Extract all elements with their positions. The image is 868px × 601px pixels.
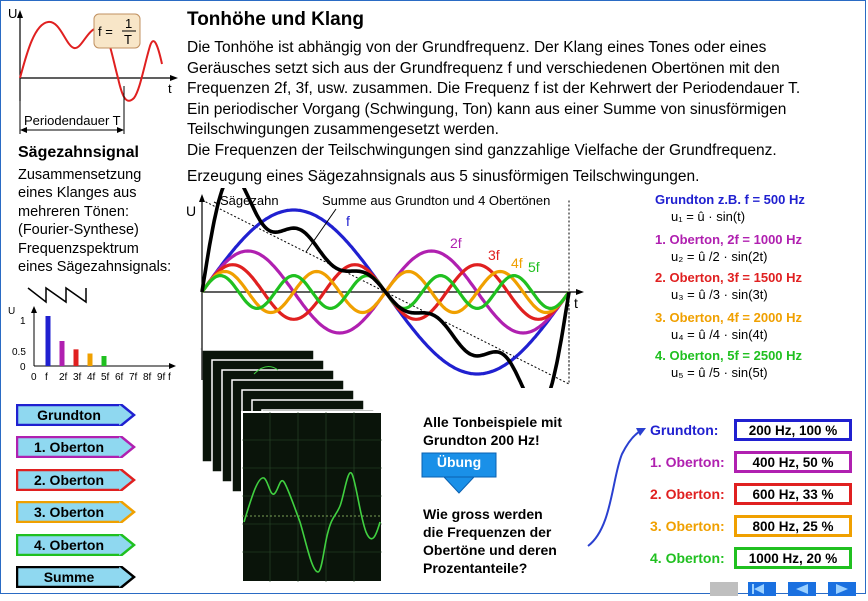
period-diagram: [8, 6, 183, 142]
sawtooth-icon: [26, 284, 94, 306]
formula-numerator: 1: [125, 16, 133, 31]
label-f: f: [346, 213, 350, 229]
saege-line: mehreren Tönen:: [18, 203, 129, 220]
spectrum-x-label: 2f: [59, 372, 68, 383]
question-text: [423, 505, 583, 577]
spectrum-x-label: 3f: [73, 372, 82, 383]
nav-disabled-button[interactable]: [710, 582, 738, 596]
y-tick-05: 0.5: [12, 347, 26, 358]
spectrum-bar-2f: [60, 341, 65, 366]
component-button-4[interactable]: [16, 534, 134, 556]
spectrum-x-label: 4f: [87, 372, 96, 383]
component-button-0[interactable]: [16, 404, 134, 426]
answer-row: [650, 546, 852, 570]
answer-value: 400 Hz, 50 %: [734, 451, 852, 473]
label-4f: 4f: [511, 255, 523, 271]
period-label: Periodendauer T: [24, 113, 121, 128]
saege-line: eines Sägezahnsignals:: [18, 259, 172, 276]
answer-row: [650, 514, 852, 538]
spectrum-x-label: 0: [31, 372, 37, 383]
intro-line: Ein periodischer Vorgang (Schwingung, Ton) kann aus einer Summe von sinusförmigen: [187, 100, 787, 118]
intro-line: Frequenzen 2f, 3f, usw. zusammen. Die Frequenz f ist der Kehrwert der Periodendauer T.: [187, 80, 801, 98]
tonbeispiele-text: [423, 413, 583, 449]
component-button-5[interactable]: [16, 566, 134, 588]
tonbeispiele-line: Grundton 200 Hz!: [423, 432, 540, 448]
spectrum-bar-4f: [88, 354, 93, 367]
label-2f: 2f: [450, 235, 462, 251]
answer-label: 1. Oberton:: [650, 454, 725, 470]
uebung-button[interactable]: [420, 451, 500, 495]
component-button-label: 4. Oberton: [33, 537, 104, 553]
intro-line: Teilschwingungen zusammengesetzt werden.: [187, 121, 499, 139]
saegezahn-title: Sägezahnsignal: [18, 144, 139, 161]
equation-heading: 3. Oberton, 4f = 2000 Hz: [655, 310, 803, 325]
answer-label: 3. Oberton:: [650, 518, 725, 534]
tonbeispiele-line: Alle Tonbeispiele mit: [423, 414, 562, 430]
period-curve: [20, 22, 162, 101]
spectrum-x-label: 8f: [143, 372, 152, 383]
equation-block: [655, 348, 855, 380]
component-button-2[interactable]: [16, 469, 134, 491]
wave-chart: [186, 188, 606, 388]
wave-t-label: t: [574, 295, 578, 311]
equation-block: [655, 270, 855, 302]
equation-block: [655, 232, 855, 264]
label-summe: Summe aus Grundton und 4 Obertönen: [322, 193, 551, 208]
formula-denominator: T: [124, 32, 132, 47]
label-saegezahn: Sägezahn: [220, 193, 279, 208]
answer-label: Grundton:: [650, 422, 719, 438]
equation-formula: u₅ = û /5 · sin(5t): [671, 365, 768, 380]
question-line: die Frequenzen der: [423, 524, 552, 540]
answer-row: [650, 418, 852, 442]
saege-line: Zusammensetzung: [18, 167, 142, 183]
spectrum-x-label: f: [45, 372, 48, 383]
component-button-label: 3. Oberton: [33, 504, 104, 520]
answer-label: 2. Oberton:: [650, 486, 725, 502]
spectrum-x-label: 6f: [115, 372, 124, 383]
answer-row: [650, 450, 852, 474]
answer-row: [650, 482, 852, 506]
answer-value: 600 Hz, 33 %: [734, 483, 852, 505]
intro-line: Die Tonhöhe ist abhängig von der Grundfrequenz. Der Klang eines Tones oder eines: [187, 39, 767, 56]
equation-heading: 1. Oberton, 2f = 1000 Hz: [655, 232, 803, 247]
question-line: Prozentanteile?: [423, 560, 528, 576]
equation-heading: 4. Oberton, 5f = 2500 Hz: [655, 348, 803, 363]
component-button-label: 1. Oberton: [33, 439, 104, 455]
page-title: Tonhöhe und Klang: [187, 9, 364, 30]
spectrum-f-label: f: [168, 372, 171, 383]
spectrum-bar-5f: [102, 356, 107, 366]
spectrum-u-label: U: [8, 306, 16, 317]
spectrum-x-label: 5f: [101, 372, 110, 383]
saegezahn-description: [18, 166, 190, 276]
equation-formula: u₃ = û /3 · sin(3t): [671, 287, 768, 302]
intro-paragraph: [187, 38, 857, 162]
equation-heading: 2. Oberton, 3f = 1500 Hz: [655, 270, 803, 285]
component-button-label: 2. Oberton: [33, 472, 104, 488]
equation-formula: u₂ = û /2 · sin(2t): [671, 249, 768, 264]
intro-line: Geräusches setzt sich aus der Grundfrequenz f und verschiedenen Obertönen mit den: [187, 59, 780, 77]
equation-block: [655, 192, 855, 224]
equation-heading: Grundton z.B. f = 500 Hz: [655, 192, 805, 207]
answer-value: 800 Hz, 25 %: [734, 515, 852, 537]
spectrum-x-label: 9f: [157, 372, 166, 383]
period-u-label: U: [8, 6, 18, 21]
saege-line: Frequenzspektrum: [18, 240, 139, 257]
nav-prev-button[interactable]: [788, 582, 816, 596]
formula-f: f =: [98, 24, 113, 39]
spectrum-bar-f: [46, 316, 51, 366]
question-line: Obertöne und deren: [423, 542, 557, 558]
spectrum-bar-3f: [74, 349, 79, 366]
answer-label: 4. Oberton:: [650, 550, 725, 566]
component-button-1[interactable]: [16, 436, 134, 458]
component-button-label: Grundton: [37, 407, 101, 423]
answer-value: 200 Hz, 100 %: [734, 419, 852, 441]
component-button-label: Summe: [43, 569, 95, 585]
component-button-3[interactable]: [16, 501, 134, 523]
nav-first-button[interactable]: [748, 582, 776, 596]
saege-line: eines Klanges aus: [18, 185, 137, 202]
label-3f: 3f: [488, 247, 500, 263]
equation-formula: u₁ = û · sin(t): [671, 209, 746, 224]
curved-arrow-icon: [582, 418, 652, 558]
y-tick-0: 0: [20, 362, 26, 373]
answer-value: 1000 Hz, 20 %: [734, 547, 852, 569]
spectrum-x-label: 7f: [129, 372, 138, 383]
intro-line: Die Frequenzen der Teilschwingungen sind ganzzahlige Vielfache der Grundfrequenz.: [187, 141, 777, 159]
erzeugung-text: Erzeugung eines Sägezahnsignals aus 5 sinusförmigen Teilschwingungen.: [187, 168, 700, 185]
wave-u-label: U: [186, 203, 197, 219]
equation-block: [655, 310, 855, 342]
equation-formula: u₄ = û /4 · sin(4t): [671, 327, 768, 342]
y-tick-1: 1: [20, 316, 26, 327]
label-5f: 5f: [528, 259, 540, 275]
period-t-label: t: [168, 81, 172, 96]
nav-next-button[interactable]: [828, 582, 856, 596]
question-line: Wie gross werden: [423, 506, 543, 522]
saege-line: (Fourier-Synthese): [18, 222, 139, 239]
spectrum-chart: [6, 304, 186, 398]
uebung-label: Übung: [436, 454, 482, 470]
